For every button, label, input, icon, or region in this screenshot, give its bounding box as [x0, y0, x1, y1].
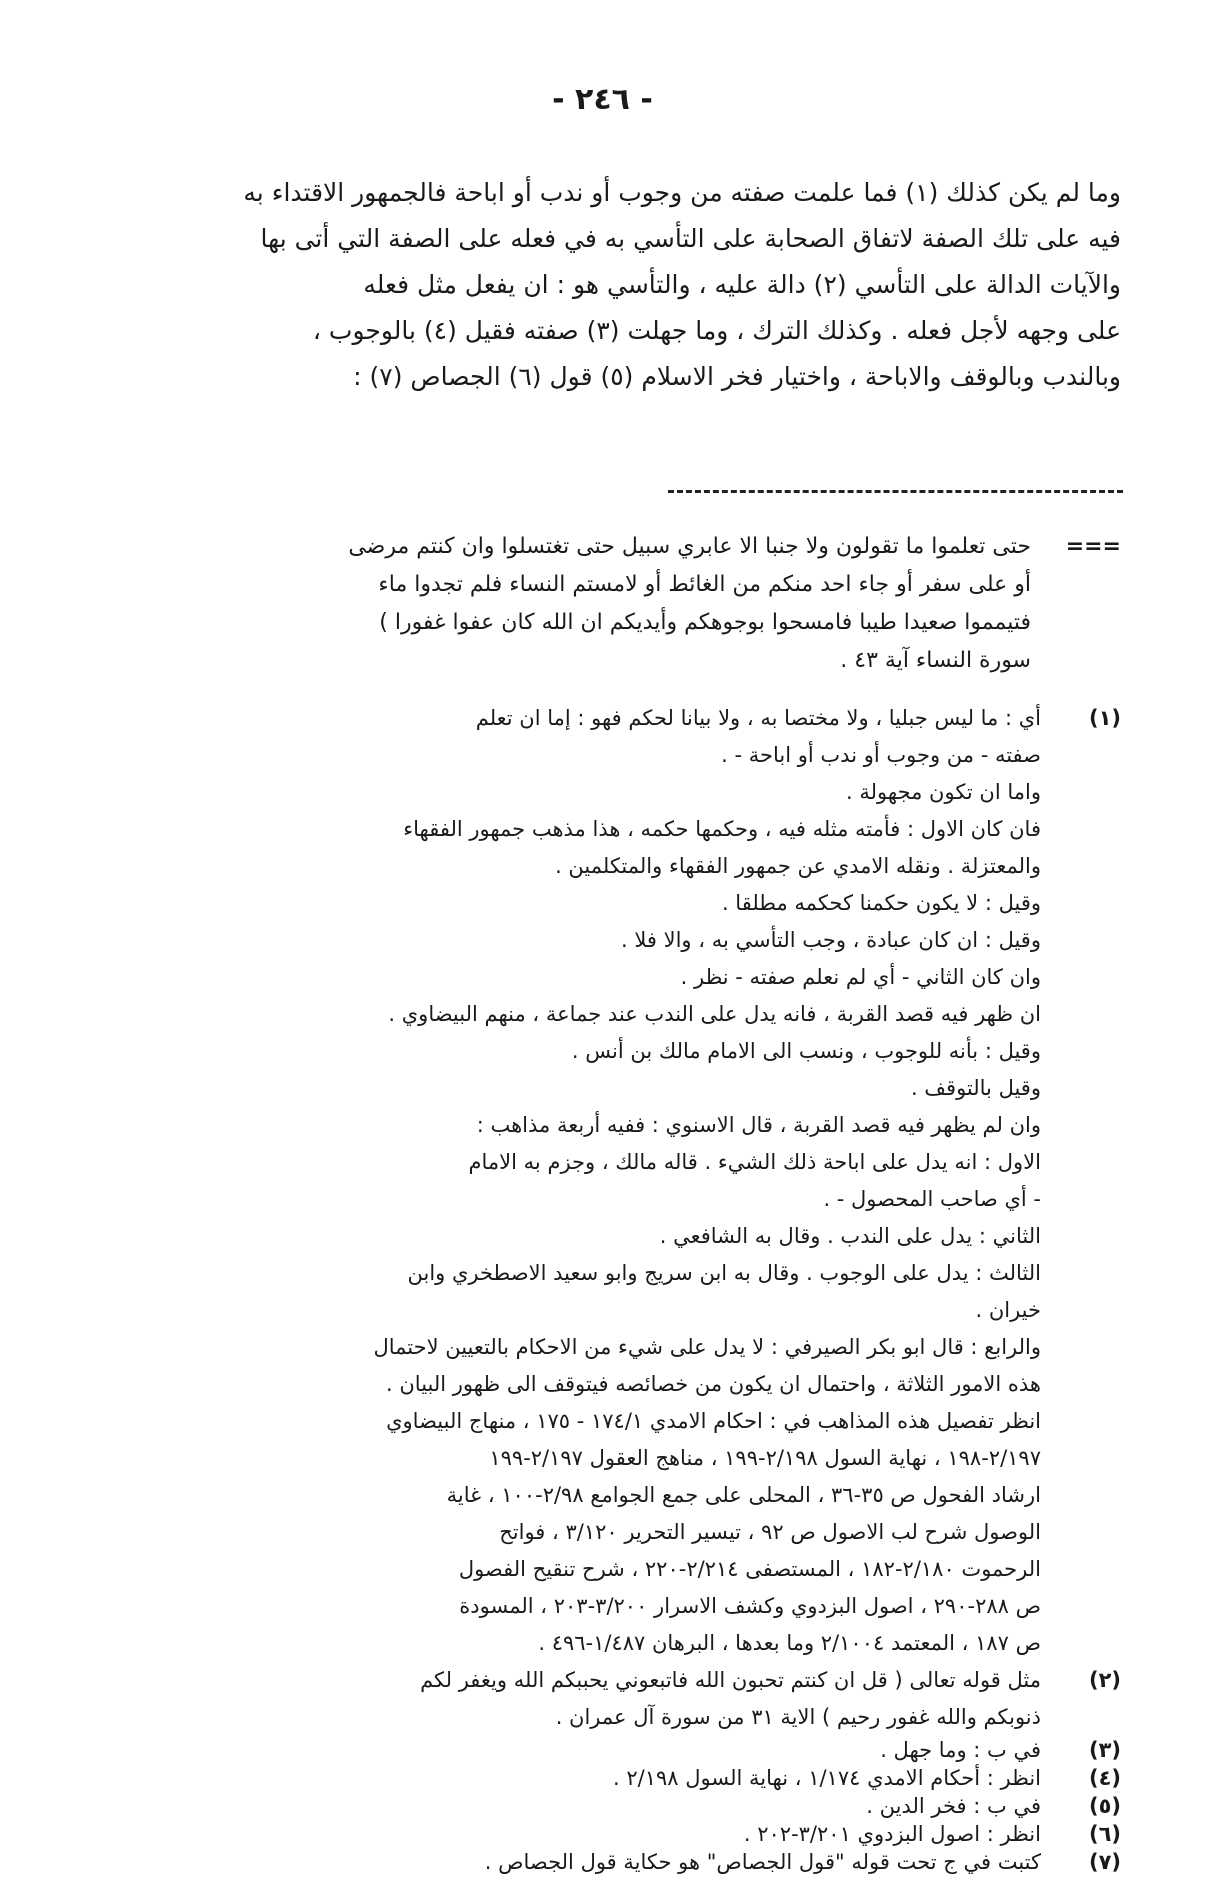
footnote-line: وقيل : بأنه للوجوب ، ونسب الى الامام مالك بن أنس .	[571, 1039, 1041, 1063]
footnote-line: وقيل : ان كان عبادة ، وجب التأسي به ، والا فلا .	[621, 928, 1041, 952]
footnote-line: في ب : وما جهل .	[880, 1738, 1041, 1762]
footnote-line: الاول : انه يدل على اباحة ذلك الشيء . قاله مالك ، وجزم به الامام	[468, 1150, 1041, 1174]
footnote-marker: (٢)	[1088, 1668, 1121, 1692]
footnote-line: ص ٢٨٨-٢٩٠ ، اصول البزدوي وكشف الاسرار ٣/٢٠٠-٢٠٣ ، المسودة	[459, 1594, 1041, 1618]
footnote-line: الوصول شرح لب الاصول ص ٩٢ ، تيسير التحرير ٣/١٢٠ ، فواتح	[499, 1520, 1041, 1544]
main-line: على وجهه لأجل فعله . وكذلك الترك ، وما جهلت (٣) صفته فقيل (٤) بالوجوب ،	[312, 316, 1121, 345]
footnote-2	[31, 1662, 1121, 1736]
footnote-line: وان كان الثاني - أي لم نعلم صفته - نظر .	[680, 965, 1041, 989]
continuation-marker: ===	[1065, 534, 1121, 559]
main-line: وما لم يكن كذلك (١) فما علمت صفته من وجوب أو ندب أو اباحة فالجمهور الاقتداء به	[243, 178, 1121, 207]
footnote-line: وقيل : لا يكون حكمنا كحكمه مطلقا .	[721, 891, 1041, 915]
footnote-line: فان كان الاول : فأمته مثله فيه ، وحكمها حكمه ، هذا مذهب جمهور الفقهاء	[403, 817, 1041, 841]
footnote-1	[31, 700, 1121, 1662]
continuation-line: فتيمموا صعيدا طيبا فامسحوا بوجوهكم وأيديكم ان الله كان عفوا غفورا )	[379, 610, 1031, 635]
page-number: - ٢٤٦ -	[552, 82, 653, 117]
footnote-line: في ب : فخر الدين .	[866, 1794, 1041, 1818]
footnote-separator	[668, 490, 1123, 493]
footnote-marker: (٥)	[1088, 1794, 1121, 1818]
footnote-line: ان ظهر فيه قصد القربة ، فانه يدل على الندب عند جماعة ، منهم البيضاوي .	[388, 1002, 1041, 1026]
footnote-line: والرابع : قال ابو بكر الصيرفي : لا يدل على شيء من الاحكام بالتعيين لاحتمال	[373, 1335, 1041, 1359]
continuation-line: أو على سفر أو جاء احد منكم من الغائط أو لامستم النساء فلم تجدوا ماء	[378, 572, 1031, 597]
footnote-line: ٢/١٩٧-١٩٨ ، نهاية السول ٢/١٩٨-١٩٩ ، مناهج العقول ٢/١٩٧-١٩٩	[489, 1446, 1041, 1470]
footnote-line: الرحموت ٢/١٨٠-١٨٢ ، المستصفى ٢/٢١٤-٢٢٠ ، شرح تنقيح الفصول	[458, 1557, 1041, 1581]
footnote-line: - أي صاحب المحصول - .	[823, 1187, 1041, 1211]
footnote-line: ص ١٨٧ ، المعتمد ٢/١٠٠٤ وما بعدها ، البرهان ١/٤٨٧-٤٩٦ .	[538, 1631, 1041, 1655]
footnote-3	[31, 1736, 1121, 1764]
footnote-line: انظر تفصيل هذه المذاهب في : احكام الامدي ١٧٤/١ - ١٧٥ ، منهاج البيضاوي	[386, 1409, 1041, 1433]
main-line: وبالندب وبالوقف والاباحة ، واختيار فخر الاسلام (٥) قول (٦) الجصاص (٧) :	[353, 362, 1121, 391]
footnote-5	[31, 1792, 1121, 1820]
main-line: والآيات الدالة على التأسي (٢) دالة عليه ، والتأسي هو : ان يفعل مثل فعله	[363, 270, 1121, 299]
footnote-line: الثاني : يدل على الندب . وقال به الشافعي .	[659, 1224, 1041, 1248]
footnote-line: الثالث : يدل على الوجوب . وقال به ابن سريج وابو سعيد الاصطخري وابن	[407, 1261, 1041, 1285]
verse-continuation	[31, 528, 1121, 680]
footnote-marker: (٣)	[1088, 1738, 1121, 1762]
continuation-line: حتى تعلموا ما تقولون ولا جنبا الا عابري سبيل حتى تغتسلوا وان كنتم مرضى	[348, 534, 1031, 559]
footnote-line: والمعتزلة . ونقله الامدي عن جمهور الفقهاء والمتكلمين .	[555, 854, 1041, 878]
footnote-line: هذه الامور الثلاثة ، واحتمال ان يكون من خصائصه فيتوقف الى ظهور البيان .	[386, 1372, 1041, 1396]
footnote-line: مثل قوله تعالى ( قل ان كنتم تحبون الله فاتبعوني يحببكم الله ويغفر لكم	[420, 1668, 1041, 1692]
main-line: فيه على تلك الصفة لاتفاق الصحابة على التأسي به في فعله على الصفة التي أتى بها	[260, 224, 1121, 253]
footnote-line: كتبت في ج تحت قوله "قول الجصاص" هو حكاية قول الجصاص .	[484, 1850, 1041, 1874]
footnote-marker: (٧)	[1088, 1850, 1121, 1874]
footnote-6	[31, 1820, 1121, 1848]
footnote-marker: (٦)	[1088, 1822, 1121, 1846]
footnote-7	[31, 1848, 1121, 1876]
footnote-line: أي : ما ليس جبليا ، ولا مختصا به ، ولا بيانا لحكم فهو : إما ان تعلم	[475, 706, 1041, 730]
footnote-line: ذنوبكم والله غفور رحيم ) الاية ٣١ من سورة آل عمران .	[555, 1705, 1041, 1729]
footnote-line: صفته - من وجوب أو ندب أو اباحة - .	[721, 743, 1041, 767]
footnote-line: ارشاد الفحول ص ٣٥-٣٦ ، المحلى على جمع الجوامع ٢/٩٨-١٠٠ ، غاية	[446, 1483, 1041, 1507]
footnote-line: انظر : أحكام الامدي ١/١٧٤ ، نهاية السول ٢/١٩٨ .	[613, 1766, 1041, 1790]
main-paragraph	[121, 170, 1121, 400]
footnote-marker: (٤)	[1088, 1766, 1121, 1790]
footnote-line: خيران .	[975, 1298, 1041, 1322]
footnote-4	[31, 1764, 1121, 1792]
footnote-line: واما ان تكون مجهولة .	[846, 780, 1041, 804]
continuation-line: سورة النساء آية ٤٣ .	[840, 648, 1031, 673]
footnote-line: وان لم يظهر فيه قصد القربة ، قال الاسنوي : ففيه أربعة مذاهب :	[476, 1113, 1041, 1137]
footnote-line: وقيل بالتوقف .	[910, 1076, 1041, 1100]
footnote-line: انظر : اصول البزدوي ٣/٢٠١-٢٠٢ .	[743, 1822, 1041, 1846]
footnote-marker: (١)	[1088, 706, 1121, 730]
footnotes	[31, 700, 1121, 1876]
